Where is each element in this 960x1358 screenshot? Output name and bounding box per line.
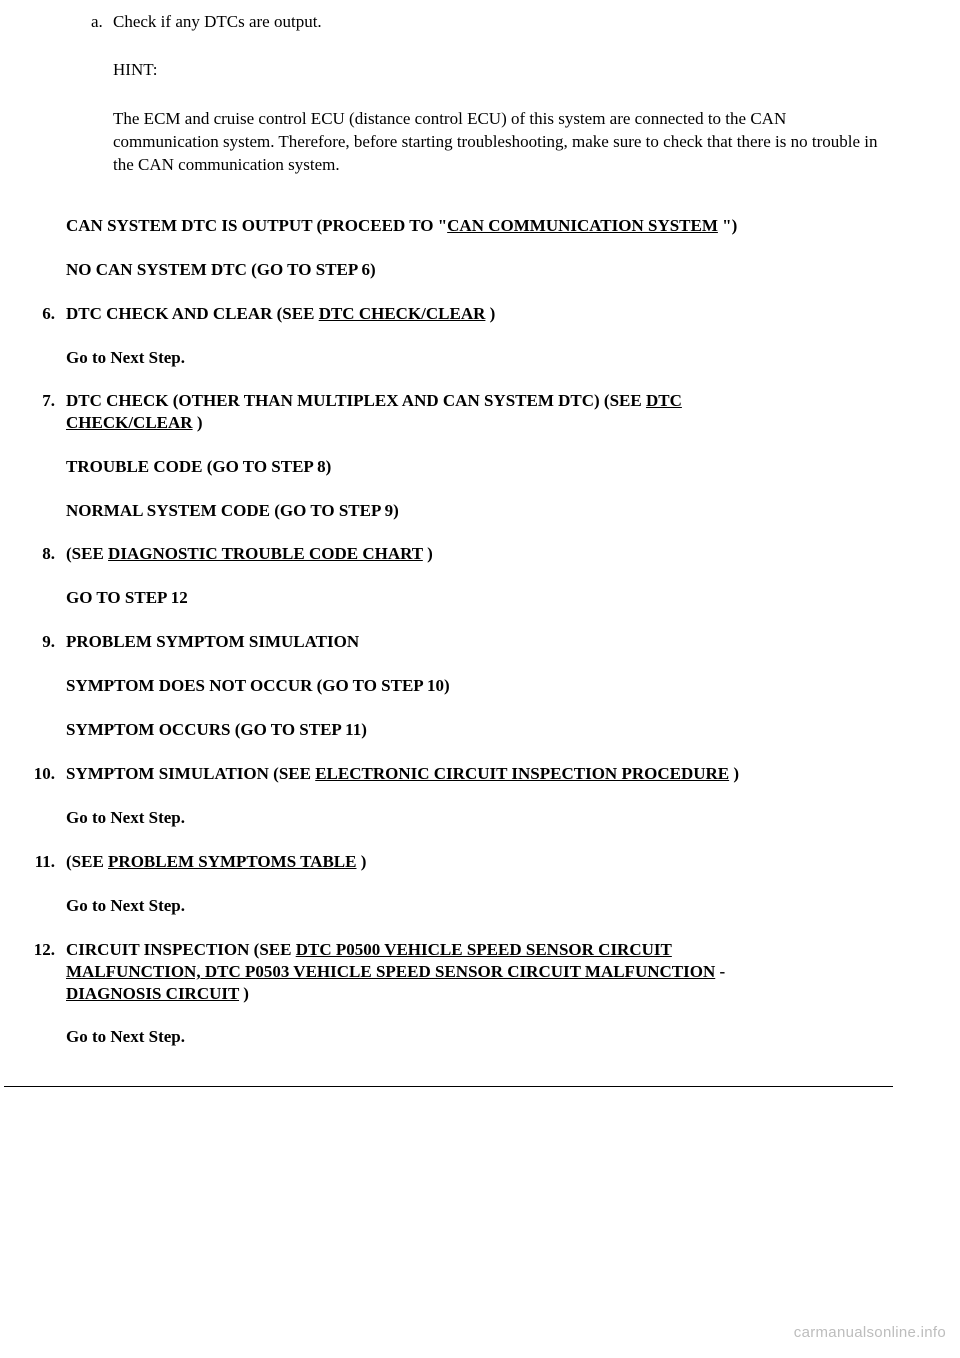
step-10-number: 10.: [33, 764, 55, 783]
step-11-pre: (SEE: [66, 852, 109, 871]
step-8-result: GO TO STEP 12: [66, 588, 188, 607]
hint-label: HINT:: [113, 60, 158, 79]
step-10-result: Go to Next Step.: [66, 808, 185, 827]
step-8-pre: (SEE: [66, 544, 109, 563]
step-7-result-trouble: TROUBLE CODE (GO TO STEP 8): [66, 457, 332, 476]
step-8-number: 8.: [42, 544, 55, 563]
step-9-title: PROBLEM SYMPTOM SIMULATION: [66, 632, 360, 651]
step-10-post: ): [729, 764, 740, 783]
step-12-title-line2: [66, 961, 725, 983]
diagnosis-circuit-link[interactable]: DIAGNOSIS CIRCUIT: [66, 984, 240, 1003]
dtc-check-clear-link[interactable]: DTC CHECK/CLEAR: [318, 304, 486, 323]
electronic-circuit-inspection-link[interactable]: ELECTRONIC CIRCUIT INSPECTION PROCEDURE: [315, 764, 730, 783]
step-7-number: 7.: [42, 391, 55, 410]
can-output-result: [66, 215, 737, 237]
step-12-pre: CIRCUIT INSPECTION (SEE: [66, 940, 296, 959]
diagnostic-trouble-code-chart-link[interactable]: DIAGNOSTIC TROUBLE CODE CHART: [108, 544, 423, 563]
step-12-title-line1: [66, 939, 672, 961]
step-9-result-occurs: SYMPTOM OCCURS (GO TO STEP 11): [66, 720, 367, 739]
step-6-title: [66, 303, 495, 325]
dtc-p0500-link[interactable]: DTC P0500 VEHICLE SPEED SENSOR CIRCUIT: [295, 940, 672, 959]
step-9-number: 9.: [42, 632, 55, 651]
step-8-title: [66, 543, 433, 565]
step-6-post: ): [485, 304, 496, 323]
no-can-dtc-result: NO CAN SYSTEM DTC (GO TO STEP 6): [66, 260, 376, 279]
intro-check-text: Check if any DTCs are output.: [113, 12, 322, 31]
step-9-result-not-occur: SYMPTOM DOES NOT OCCUR (GO TO STEP 10): [66, 676, 450, 695]
site-watermark: carmanualsonline.info: [793, 1324, 946, 1341]
step-12-mid: -: [715, 962, 726, 981]
step-11-post: ): [356, 852, 367, 871]
step-7-dtc-link[interactable]: DTC: [645, 391, 682, 410]
dtc-p0503-link[interactable]: MALFUNCTION, DTC P0503 VEHICLE SPEED SENSOR CIRCUIT MALFUNCTION: [66, 962, 716, 981]
step-11-result: Go to Next Step.: [66, 896, 185, 915]
hint-text: The ECM and cruise control ECU (distance control ECU) of this system are connected to the CAN communication system. Therefore, before starting troubleshooting, make sure to check that there is no trouble in the CAN communication system.: [113, 109, 878, 174]
step-12-result: Go to Next Step.: [66, 1027, 185, 1046]
step-10-title: [66, 763, 739, 785]
step-11-number: 11.: [34, 852, 55, 871]
can-communication-system-link[interactable]: CAN COMMUNICATION SYSTEM: [447, 216, 718, 235]
can-output-pre: CAN SYSTEM DTC IS OUTPUT (PROCEED TO ": [66, 216, 448, 235]
step-10-pre: SYMPTOM SIMULATION (SEE: [66, 764, 316, 783]
step-7-title-line1: [66, 390, 682, 412]
problem-symptoms-table-link[interactable]: PROBLEM SYMPTOMS TABLE: [108, 852, 357, 871]
intro-marker: a.: [91, 12, 103, 31]
step-6-pre: DTC CHECK AND CLEAR (SEE: [66, 304, 319, 323]
step-6-number: 6.: [42, 304, 55, 323]
can-output-post: "): [717, 216, 738, 235]
step-12-number: 12.: [33, 940, 55, 959]
bottom-divider: [4, 1086, 893, 1087]
step-7-pre: DTC CHECK (OTHER THAN MULTIPLEX AND CAN SYSTEM DTC) (SEE: [66, 391, 646, 410]
step-7-title-line2: [66, 412, 203, 434]
step-7-check-clear-link[interactable]: CHECK/CLEAR: [66, 413, 193, 432]
step-6-result: Go to Next Step.: [66, 348, 185, 367]
step-8-post: ): [422, 544, 433, 563]
step-12-post: ): [239, 984, 249, 1003]
step-11-title: [66, 851, 366, 873]
step-7-post: ): [192, 413, 203, 432]
step-12-title-line3: [66, 983, 249, 1005]
step-7-result-normal: NORMAL SYSTEM CODE (GO TO STEP 9): [66, 501, 399, 520]
